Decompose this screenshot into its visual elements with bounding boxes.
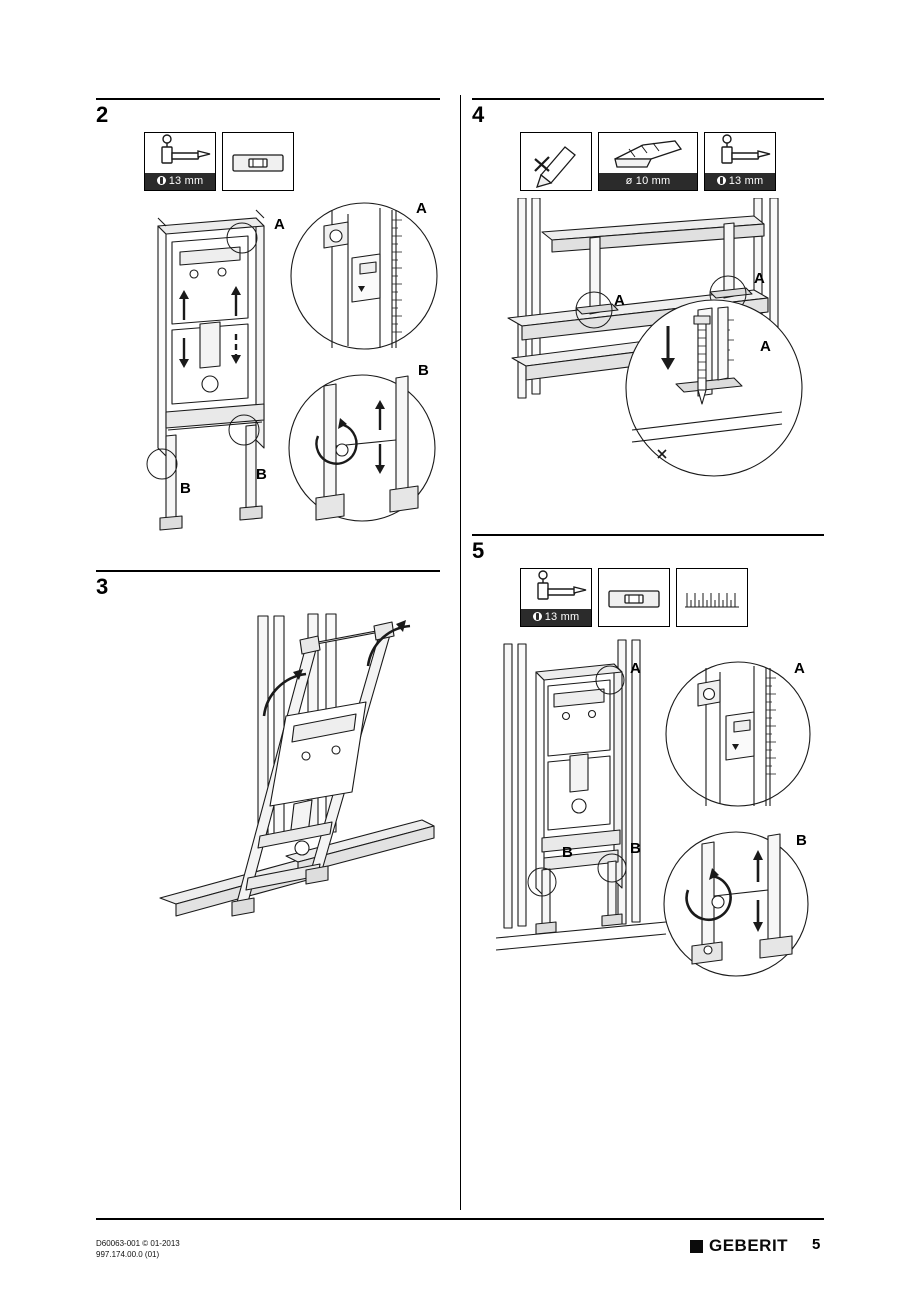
- callout-a-step4-1: A: [614, 292, 625, 309]
- step-4-rule: [472, 98, 824, 100]
- step-3-illustration: [136, 606, 440, 936]
- tool-drill-label: ø 10 mm: [599, 173, 697, 190]
- wrench-size-dot-icon-2: [717, 176, 726, 185]
- step-3-rule: [96, 570, 440, 572]
- step-5-illustration: [496, 638, 824, 988]
- step-5-number: 5: [472, 538, 485, 563]
- brand-name: GEBERIT: [709, 1236, 789, 1255]
- step-2-toolrow: [144, 132, 294, 191]
- tool-spirit-level: [222, 132, 294, 191]
- column-divider: [460, 95, 461, 1210]
- tool-socket-wrench-3-label: 13 mm: [521, 609, 591, 626]
- step-2: [96, 98, 440, 558]
- footer-code-line-2: 997.174.00.0 (01): [96, 1250, 160, 1259]
- callout-b-3: B: [180, 480, 191, 497]
- tool-marker-pen: [520, 132, 592, 191]
- tool-socket-wrench-label: 13 mm: [145, 173, 215, 190]
- logo-square-icon: [690, 1240, 703, 1253]
- tool-socket-wrench: [144, 132, 216, 191]
- step-5-toolrow: [520, 568, 748, 627]
- step-5: [472, 534, 824, 994]
- callout-b-2: B: [256, 466, 267, 483]
- callout-b-step5-3: B: [562, 844, 573, 861]
- step-4: [472, 98, 824, 498]
- tool-drill: [598, 132, 698, 191]
- callout-b-step5-2: B: [630, 840, 641, 857]
- footer-document-code: [96, 1238, 180, 1260]
- callout-a-step4-2: A: [754, 270, 765, 287]
- tool-spirit-level-2: [598, 568, 670, 627]
- step-2-rule: [96, 98, 440, 100]
- tool-socket-wrench-2-label: 13 mm: [705, 173, 775, 190]
- step-2-illustration: [96, 198, 440, 558]
- callout-a-step4-3: A: [760, 338, 771, 355]
- callout-a-step5-1: A: [630, 660, 641, 677]
- step-4-number: 4: [472, 102, 485, 127]
- step-5-rule: [472, 534, 824, 536]
- step-4-illustration: [502, 198, 824, 498]
- page-number: 5: [812, 1236, 821, 1253]
- callout-b-1: B: [418, 362, 429, 379]
- tool-measuring-scale: [676, 568, 748, 627]
- footer-rule: [96, 1218, 824, 1220]
- wrench-size-dot-icon: [157, 176, 166, 185]
- tool-socket-wrench-3: [520, 568, 592, 627]
- callout-a-step5-2: A: [794, 660, 805, 677]
- geberit-logo: [690, 1236, 788, 1256]
- step-4-toolrow: [520, 132, 776, 191]
- callout-a-2: A: [416, 200, 427, 217]
- footer-code-line-1: D60063-001 © 01-2013: [96, 1239, 180, 1248]
- step-3-number: 3: [96, 574, 109, 599]
- wrench-size-dot-icon-3: [533, 612, 542, 621]
- callout-b-step5-1: B: [796, 832, 807, 849]
- step-3: [96, 570, 440, 950]
- step-2-number: 2: [96, 102, 109, 127]
- tool-socket-wrench-2: [704, 132, 776, 191]
- callout-a-1: A: [274, 216, 285, 233]
